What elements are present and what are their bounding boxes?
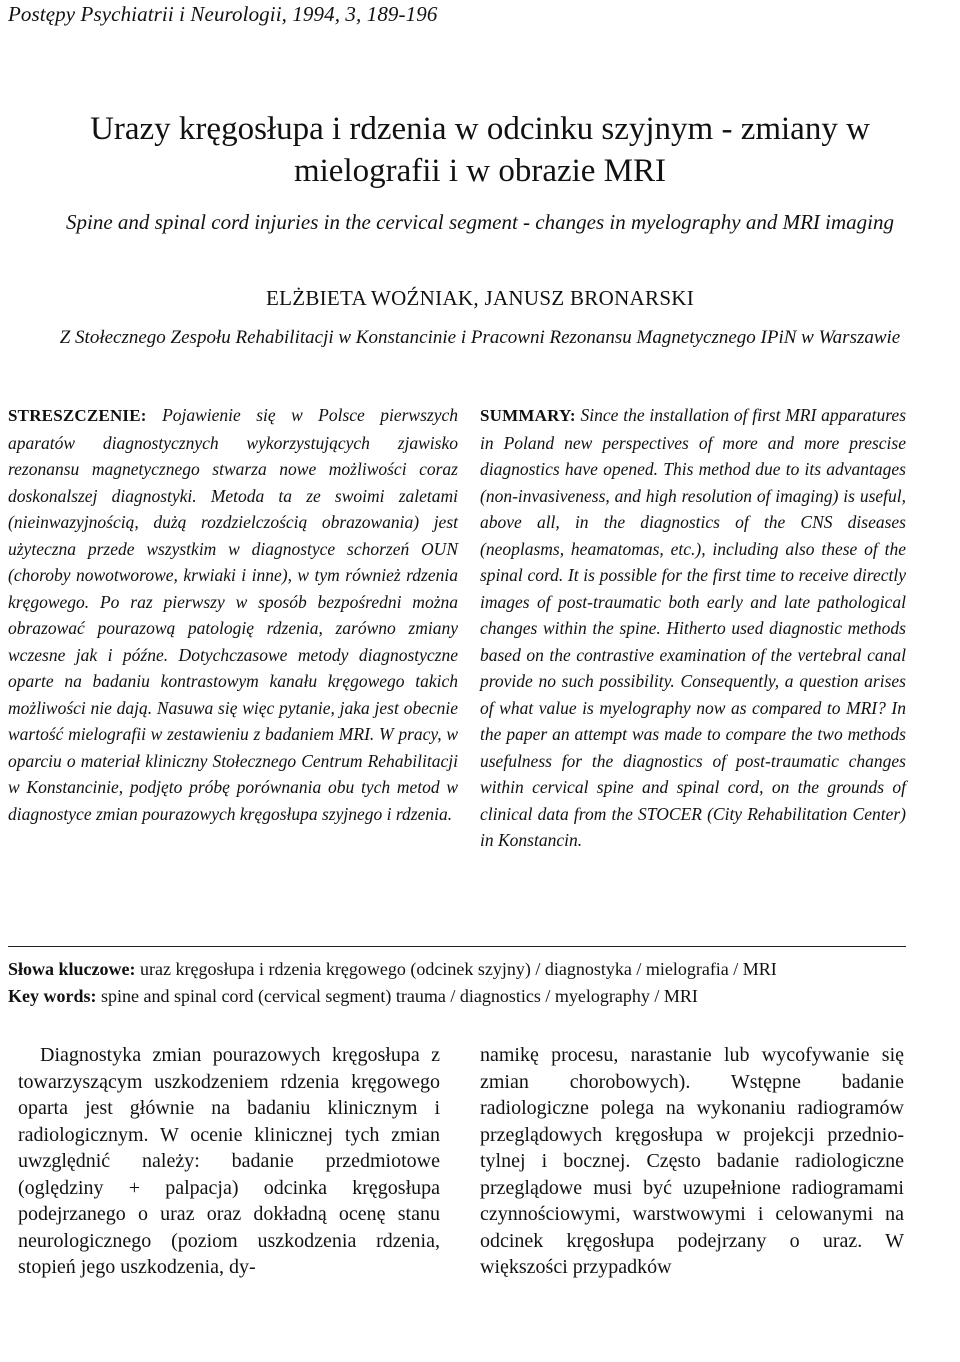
affiliation: Z Stołecznego Zespołu Rehabilitacji w Konstancinie i Pracowni Rezonansu Magnetycznego IPiN w Warszawie — [59, 327, 901, 348]
keywords-polish — [8, 956, 918, 983]
keywords-polish-label: Słowa kluczowe: — [8, 959, 136, 979]
abstract-english-text: Since the installation of first MRI apparatures in Poland new perspectives of more and more prescise diagnostics have opened. This method due to its advantages (non-invasiveness, and high resolution of imaging) is useful, above all, in the diagnostics of the CNS diseases (neoplasms, heamatomas, etc.), including also these of the spinal cord. It is possible for the first time to receive directly images of post-traumatic both early and late pathological changes within the spine. Hitherto used diagnostic methods based on the contrastive examination of the vertebral canal provide no such possibility. Consequently, a question arises of what value is myelography now as compared to MRI? In the paper an attempt was made to compare the two methods usefulness for the diagnostics of post-traumatic changes within cervical spine and spinal cord, on the grounds of clinical data from the STOCER (City Rehabilitation Center) in Konstancin. — [480, 405, 907, 850]
abstract-english — [480, 402, 906, 854]
section-divider — [8, 946, 906, 947]
keywords-english-label: Key words: — [8, 986, 97, 1006]
keywords-polish-text: uraz kręgosłupa i rdzenia kręgowego (odcinek szyjny) / diagnostyka / mielografia / MRI — [140, 959, 777, 979]
journal-citation: Postępy Psychiatrii i Neurologii, 1994, 3, 189-196 — [8, 2, 438, 26]
body-text-left-column: Diagnostyka zmian pourazowych kręgosłupa z towarzyszącym uszkodzeniem rdzenia kręgowego oparta jest głównie na badaniu klinicznym i radiologicznym. W ocenie klinicznej tych zmian uwzględnić należy: badanie przedmiotowe (oględziny + palpacja) odcinka kręgosłupa podejrzanego o uraz oraz dokładną ocenę stanu neurologicznego (poziom uszkodzenia rdzenia, stopień jego uszkodzenia, dy- — [18, 1044, 440, 1278]
abstract-polish-label: STRESZCZENIE: — [8, 406, 147, 425]
abstract-polish — [8, 402, 458, 827]
abstract-polish-text: Pojawienie się w Polsce pierwszych aparatów diagnostycznych wykorzystujących zjawisko rezonansu magnetycznego stwarza nowe możliwości coraz doskonalszej diagnostyki. Metoda ta ze swoimi zaletami (nieinwazyjnością, dużą rozdzielczością obrazowania) jest użyteczna przede wszystkim w diagnostyce schorzeń OUN (choroby nowotworowe, krwiaki i inne), w tym również rdzenia kręgowego. Po raz pierwszy w sposób bezpośredni można obrazować pourazową patologię rdzenia, zarówno zmiany wczesne jak i późne. Dotychczasowe metody diagnostyczne oparte na badaniu kontrastowym kanału kręgowego takich możliwości nie dają. Nasuwa się więc pytanie, jaka jest obecnie wartość mielografii w zestawieniu z badaniem MRI. W pracy, w oparciu o materiał kliniczny Stołecznego Centrum Rehabilitacji w Konstancinie, podjęto próbę porównania obu tych metod w diagnostyce zmian pourazowych kręgosłupa szyjnego i rdzenia. — [8, 405, 458, 824]
abstract-english-label: SUMMARY: — [480, 406, 576, 425]
authors: ELŻBIETA WOŹNIAK, JANUSZ BRONARSKI — [265, 286, 695, 310]
body-text-right-column: namikę procesu, narastanie lub wycofywanie się zmian chorobowych). Wstępne badanie radiologiczne polega na wykonaniu radiogramów przeglądowych kręgosłupa w projekcji przednio-tylnej i bocznej. Często badanie radiologiczne przeglądowe musi być uzupełnione radiogramami czynnościowymi, warstwowymi i celowanymi na odcinek kręgosłupa podejrzany o uraz. W większości przypadków — [480, 1044, 904, 1278]
article-title: Urazy kręgosłupa i rdzenia w odcinku szyjnym - zmiany w mielografii i w obrazie MRI — [90, 111, 870, 189]
keywords-english-text: spine and spinal cord (cervical segment) trauma / diagnostics / myelography / MRI — [101, 986, 698, 1006]
article-subtitle-english: Spine and spinal cord injuries in the cervical segment - changes in myelography and MRI imaging — [66, 210, 894, 234]
keywords-block — [8, 956, 918, 1010]
keywords-english — [8, 983, 918, 1010]
